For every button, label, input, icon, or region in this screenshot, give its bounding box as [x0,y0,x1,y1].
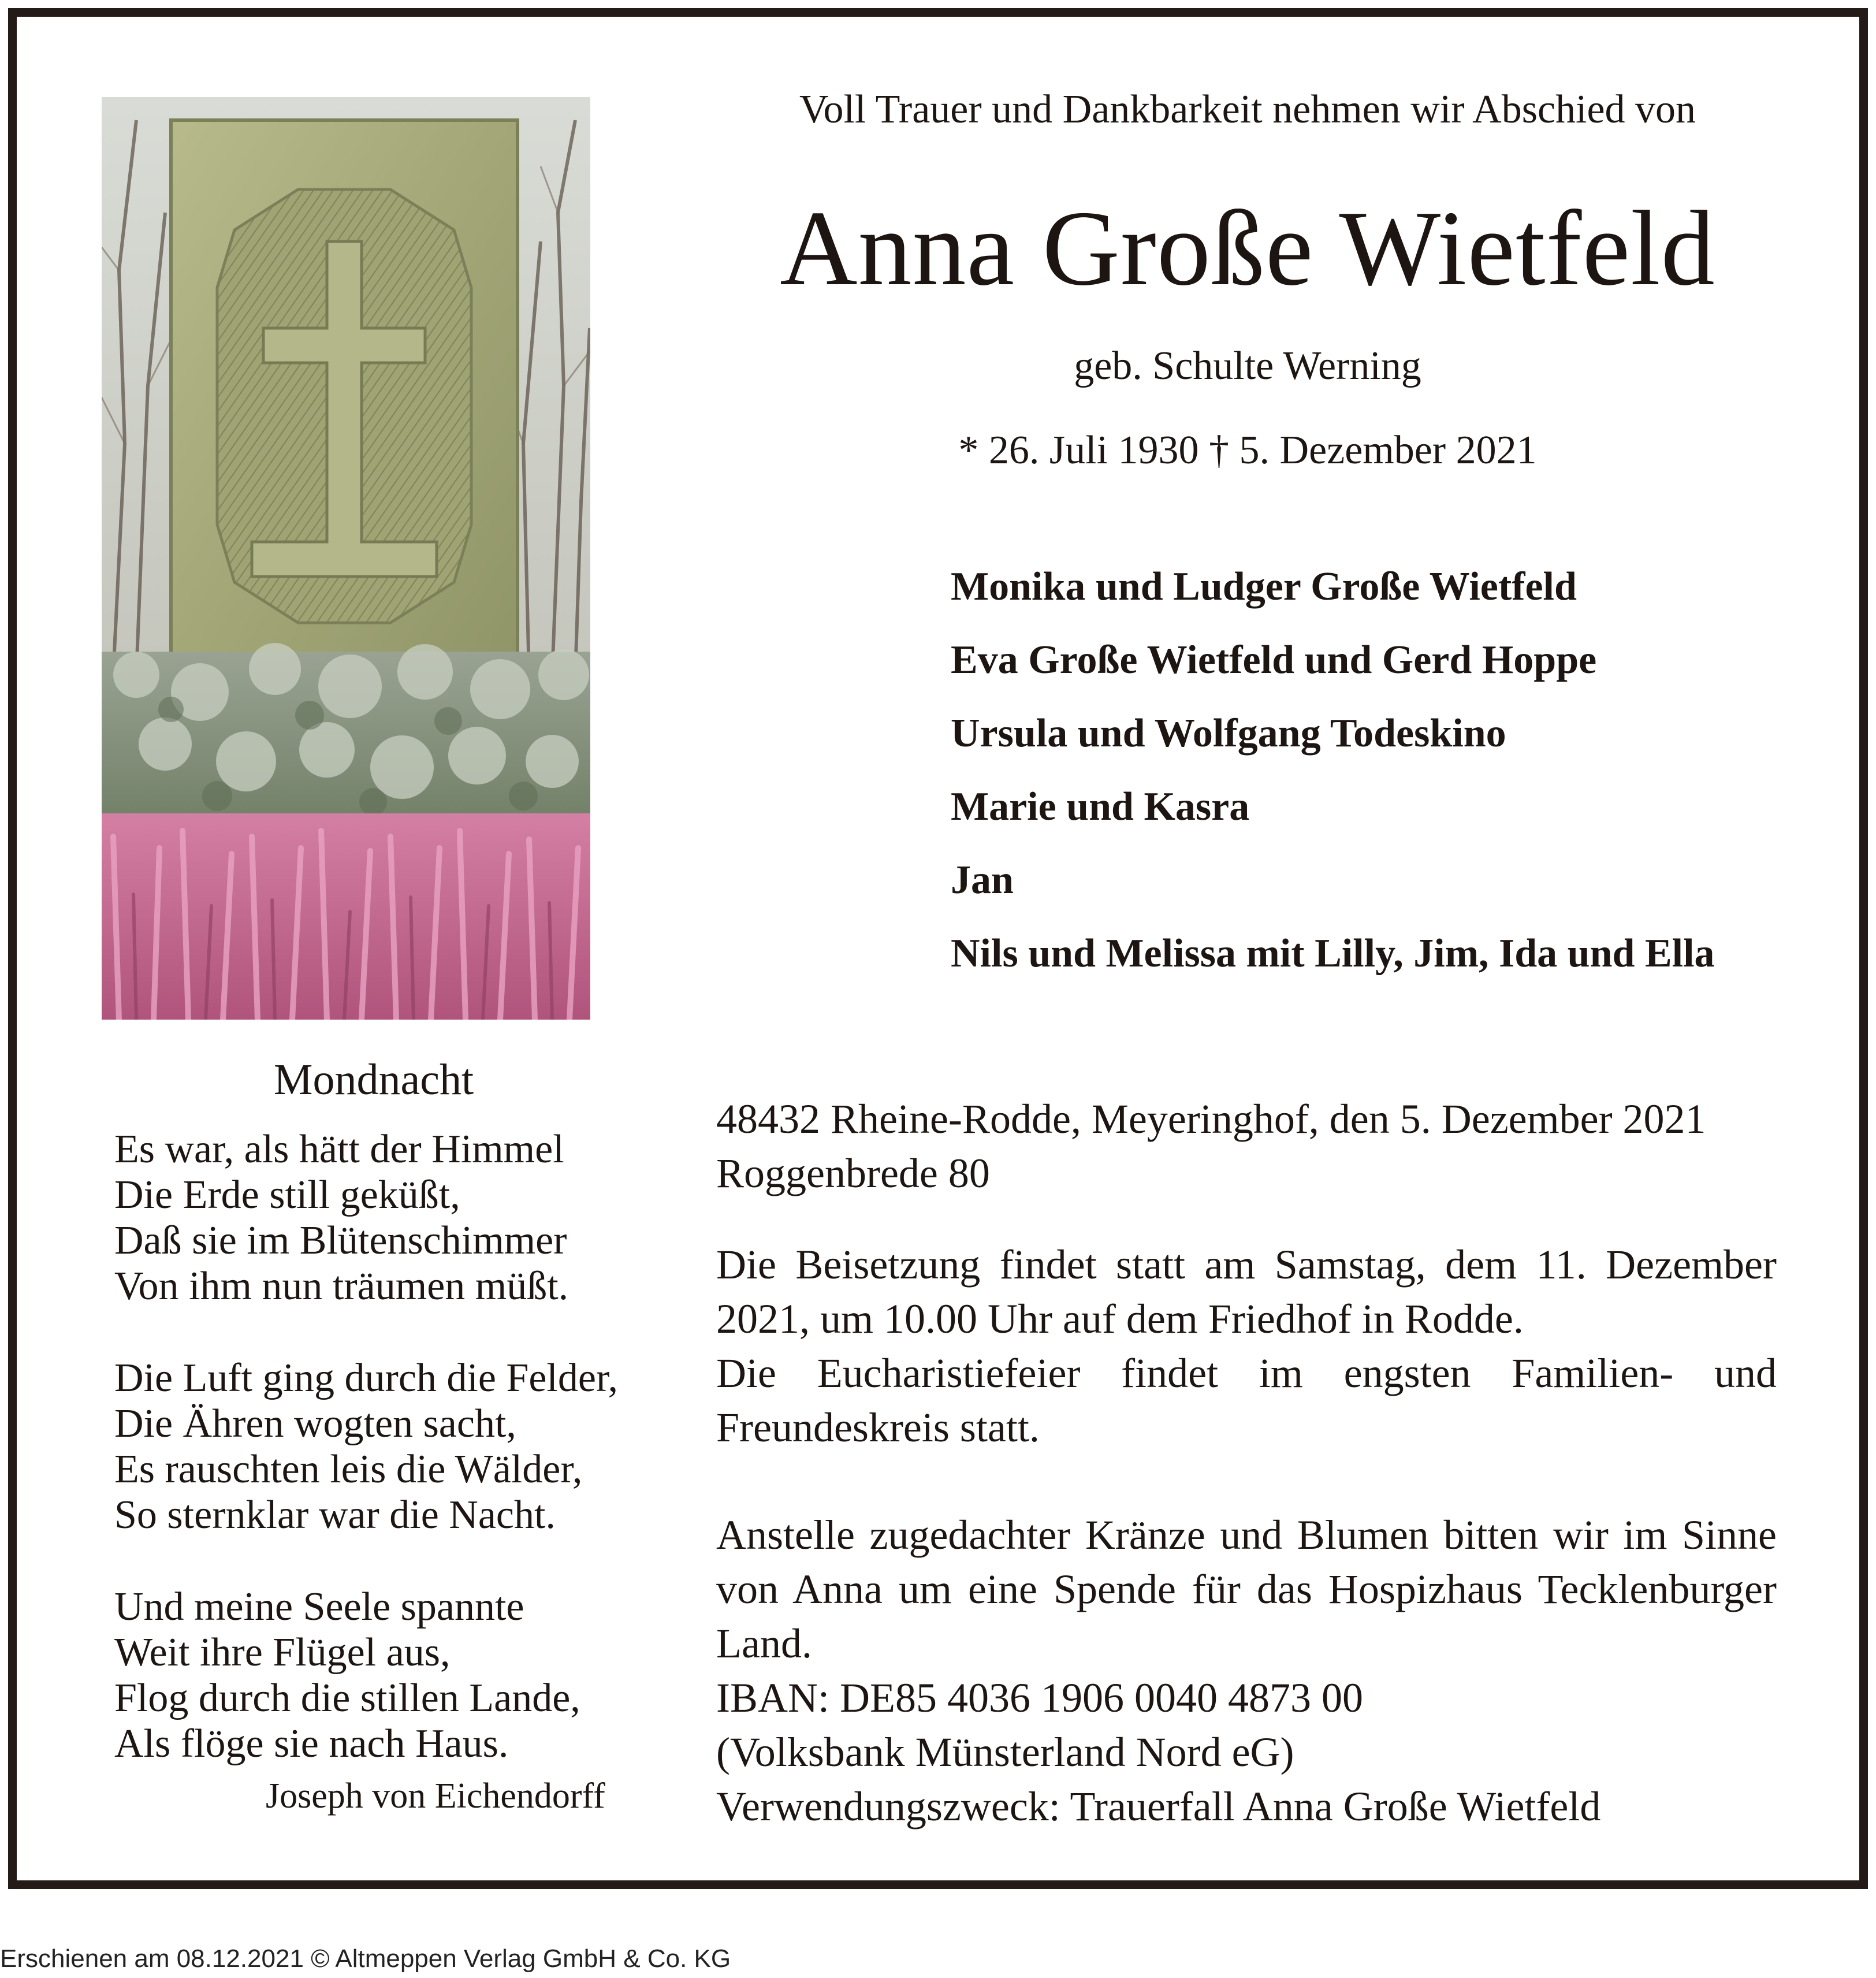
purpose-text: Verwendungszweck: Trauerfall Anna Große Wietfeld [716,1783,1601,1830]
funeral-info [716,1237,1777,1455]
life-dates: * 26. Juli 1930 † 5. Dezember 2021 [958,428,1537,473]
mourners-list [951,560,1715,1001]
iban-text: IBAN: DE85 4036 1906 0040 4873 00 [716,1675,1363,1721]
intro-text: Voll Trauer und Dankbarkeit nehmen wir Abschied von [799,87,1696,132]
poem-line: Die Erde still geküßt, [114,1173,460,1217]
poem-line: Es rauschten leis die Wälder, [114,1447,583,1492]
poem-line: Von ihm nun träumen müßt. [114,1264,569,1308]
bank-text: (Volksbank Münsterland Nord eG) [716,1729,1294,1775]
gravestone-photo [102,97,590,1020]
burial-text: Die Beisetzung findet statt am Samstag, dem 11. Dezember 2021, um 10.00 Uhr auf dem Friedhof in Rodde. [716,1241,1777,1342]
address-line: 48432 Rheine-Rodde, Meyeringhof, den 5. Dezember 2021 [716,1096,1706,1142]
poem-stanza [114,1584,618,1767]
poem-line: Als flöge sie nach Haus. [114,1722,509,1766]
poem-title: Mondnacht [273,1055,474,1104]
poem-line: Daß sie im Blütenschimmer [114,1218,567,1263]
mourner-line: Nils und Melissa mit Lilly, Jim, Ida und Ella [951,931,1715,976]
deceased-name: Anna Große Wietfeld [780,189,1715,308]
poem-stanza [114,1126,618,1309]
poem [114,1126,618,1813]
mourner-line: Ursula und Wolfgang Todeskino [951,711,1506,756]
poem-line: So sternklar war die Nacht. [114,1493,556,1537]
donation-info [716,1508,1777,1834]
mourner-line: Marie und Kasra [951,784,1250,829]
address-line: Roggenbrede 80 [716,1150,990,1196]
birth-name: geb. Schulte Werning [1074,344,1421,388]
poem-line: Die Ähren wogten sacht, [114,1401,516,1446]
mourner-line: Monika und Ludger Große Wietfeld [951,564,1577,609]
poem-line: Und meine Seele spannte [114,1585,524,1629]
mourner-line: Eva Große Wietfeld und Gerd Hoppe [951,638,1597,682]
donation-text: Anstelle zugedachter Kränze und Blumen bitten wir im Sinne von Anna um eine Spende für das Hospizhaus Tecklenburger Land. [716,1512,1777,1667]
poem-line: Es war, als hätt der Himmel [114,1127,564,1172]
poem-line: Die Luft ging durch die Felder, [114,1356,618,1400]
poem-line: Flog durch die stillen Lande, [114,1676,580,1720]
gravestone-image [102,97,590,1020]
mass-text: Die Eucharistiefeier findet im engsten Familien- und Freundeskreis statt. [716,1350,1777,1451]
poem-line: Weit ihre Flügel aus, [114,1630,451,1675]
poem-author: Joseph von Eichendorff [266,1776,605,1816]
publication-footer: Erschienen am 08.12.2021 © Altmeppen Verlag GmbH & Co. KG [0,1944,731,1973]
mourner-line: Jan [951,858,1014,902]
address-block [716,1092,1777,1200]
poem-stanza [114,1355,618,1538]
